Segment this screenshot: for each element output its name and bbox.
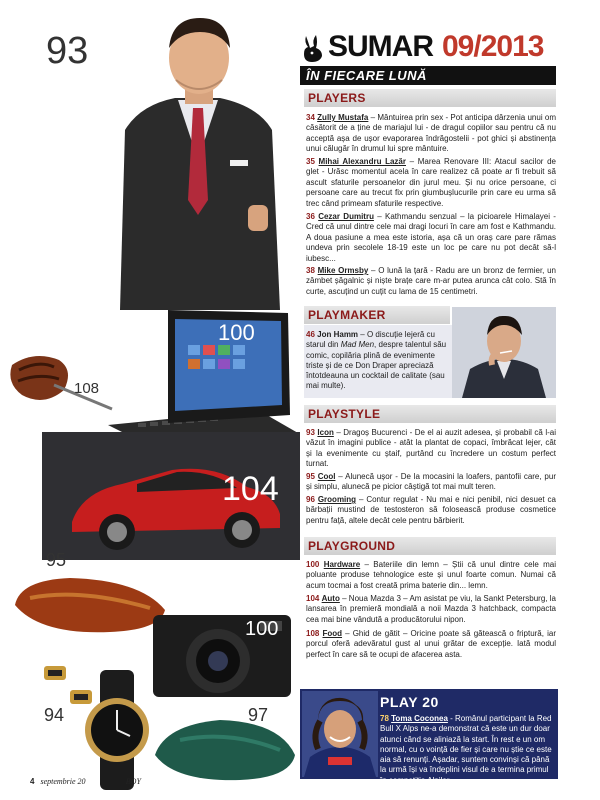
entry-playstyle-95 — [306, 472, 556, 493]
entry-players-36 — [306, 212, 556, 264]
entry-text: – Ghid de gătit – Oricine poate să gătească o friptură, iar porcul oferă adevăratul gust al unui grătar de excepție. Iată modul perfect în care să te ocupi de afacerea asta. — [306, 629, 556, 659]
entry-text: – Alunecă ușor - De la mocasini la loafers, pantofii care, pur și simplu, alunecă pe picior câștigă tot mai mult teren. — [306, 472, 556, 492]
page-number-95: 95 — [46, 550, 67, 570]
play20-heading: PLAY 20 — [380, 694, 439, 710]
entry-players-34 — [306, 113, 556, 155]
photo-red-loafers — [10, 560, 170, 645]
entry-page: 108 — [306, 629, 320, 638]
photo-toma-coconea — [302, 691, 378, 777]
photo-watch — [72, 670, 162, 790]
entry-text: – Noua Mazda 3 – Am asistat pe viu, la Sankt Petersburg, la lansarea în premieră mondială a noii Mazda 3 hatchback, compacta cea mai bine vândută a producătorului nipon. — [306, 594, 556, 624]
entry-text: – Kathmandu senzual – la picioarele Himalayei - Cred că unul dintre cele mai dragi locuri în care am fost e Kathmandu. A doua pasiune a mea este istoria, așa că un oraș care pare rămas undeva prin secolele 18-19 este un loc pe care nu pot decât să-l iubesc... — [306, 212, 556, 263]
entry-page: 78 — [380, 714, 389, 723]
entry-play20-78 — [380, 714, 555, 786]
section-heading-players: PLAYERS — [304, 89, 556, 107]
entry-playground-100 — [306, 560, 556, 591]
contents-title: SUMAR — [328, 30, 433, 63]
entry-playground-104 — [306, 594, 556, 625]
section-heading-playmaker: PLAYMAKER — [304, 306, 450, 324]
entry-page: 104 — [306, 594, 320, 603]
entry-playstyle-93 — [306, 428, 556, 470]
page-number-100-tablet: 100 — [218, 320, 255, 345]
photo-tablet — [108, 305, 304, 445]
entry-page: 100 — [306, 560, 320, 569]
entry-name: Toma Coconea — [391, 714, 448, 723]
entry-playground-108 — [306, 629, 556, 660]
page-number-93: 93 — [46, 30, 89, 72]
entry-players-35 — [306, 157, 556, 209]
section-heading-playstyle: PLAYSTYLE — [304, 405, 556, 423]
entry-show-title: Mad Men — [340, 340, 375, 350]
entry-page: 93 — [306, 428, 315, 437]
entry-page: 96 — [306, 495, 315, 504]
entry-name: Auto — [321, 594, 340, 603]
photo-jon-hamm — [452, 307, 556, 398]
entry-page: 95 — [306, 472, 315, 481]
entry-text: – Mântuirea prin sex - Pot anticipa dârzenia unui om căsătorit de a ține de mariajul lui - de dragul copiilor sau pentru că nu acceptă așa de ușor evaporarea îndrăgostelii - pot ghici și abstinența unui călugăr în drumul lui spre mântuire. — [306, 113, 556, 154]
photo-man-in-suit — [100, 10, 295, 310]
contents-subtitle: ÎN FIECARE LUNĂ — [300, 66, 556, 85]
entry-text: – O lună la țară - Radu are un bronz de fermier, un zâmbet șăgalnic și niște brațe care m-ar putea arunca cât colo. Stă în curte, ascuțind un cuțit cu lama de 15 centimetri. — [306, 266, 556, 296]
entry-text: - Românul participant la Red Bull X Alps ne-a demonstrat că este un dur doar atunci când se aliniază la start. În rest e un om normal, cu o voință de fier și care nu știe ce este aia să renunți. Așadar, suntem convinși că până la urmă își va îndeplini visul de a termina primul în competiția Alpilor. — [380, 714, 552, 785]
entry-page: 46 — [306, 330, 315, 339]
entry-name: Cezar Dumitru — [318, 212, 374, 221]
entry-players-38 — [306, 266, 556, 297]
entry-name: Hardware — [323, 560, 361, 569]
entry-page: 34 — [306, 113, 315, 122]
footer-brand: BOY — [125, 777, 141, 786]
entry-playstyle-96 — [306, 495, 556, 526]
page-number-104: 104 — [222, 470, 279, 508]
entry-name: Grooming — [317, 495, 357, 504]
entry-name: Mihai Alexandru Lazăr — [318, 157, 406, 166]
page-number-94: 94 — [44, 705, 65, 725]
page-number-100-camera: 100 — [245, 618, 279, 640]
entry-name: Icon — [317, 428, 334, 437]
entry-text: – Marea Renovare III: Atacul sacilor de glet - Urăsc momentul acela în care realizez că poate ar fi trebuit să ascult sfaturile persoanelor din jurul meu. Și nu orice persoane, ci persoane care au trecut fix prin giumbușlucurile prin care eu urma să trec când primeam sfaturile respective. — [306, 157, 556, 208]
entry-page: 36 — [306, 212, 315, 221]
section-heading-playground: PLAYGROUND — [304, 537, 556, 555]
entry-text: – Dragoș Bucurenci - De el ai auzit adesea, și probabil că l-ai văzut în imagini publice - atât la plantat de copaci, îmbrăcat lejer, cât și la evenimente cu ștaif, purtând cu încredere un costum perfect turnat. — [306, 428, 556, 469]
page-number-97: 97 — [248, 705, 269, 725]
page-footer — [30, 777, 141, 786]
entry-name: Food — [322, 629, 343, 638]
bunny-logo-icon — [300, 34, 326, 64]
entry-text: , despre talentul său comic, copilăria plină de evenimente triste și de ce Don Draper apreciază întotdeauna un cocktail de calitate (sau mai multe). — [306, 340, 447, 391]
entry-page: 38 — [306, 266, 315, 275]
entry-text: – O discuție lejeră cu starul din — [306, 330, 435, 350]
photo-green-loafer — [150, 700, 300, 790]
issue-date: 09/2013 — [442, 30, 544, 63]
page-number-108: 108 — [74, 380, 100, 397]
entry-name: Jon Hamm — [317, 330, 359, 339]
entry-text: – Bateriile din lemn – Știi că unul dintre cele mai poluante produse tehnologice este și unul foarte comun. Numai că acum tocmai a fost creată prima baterie din... lemn. — [306, 560, 556, 590]
entry-name: Zully Mustafa — [317, 113, 369, 122]
entry-text: – Contur regulat - Nu mai e nici penibil, nici desuet ca bărbații mustind de testosteron să folosească produse cosmetice pentru față, altele decât cele pentru bărbierit. — [306, 495, 556, 525]
entry-name: Cool — [317, 472, 336, 481]
entry-playmaker-46 — [306, 330, 451, 392]
footer-page-number: 4 — [30, 777, 35, 786]
entry-page: 35 — [306, 157, 315, 166]
footer-issue-text: septembrie 20 — [40, 777, 86, 786]
entry-name: Mike Ormsby — [317, 266, 369, 275]
